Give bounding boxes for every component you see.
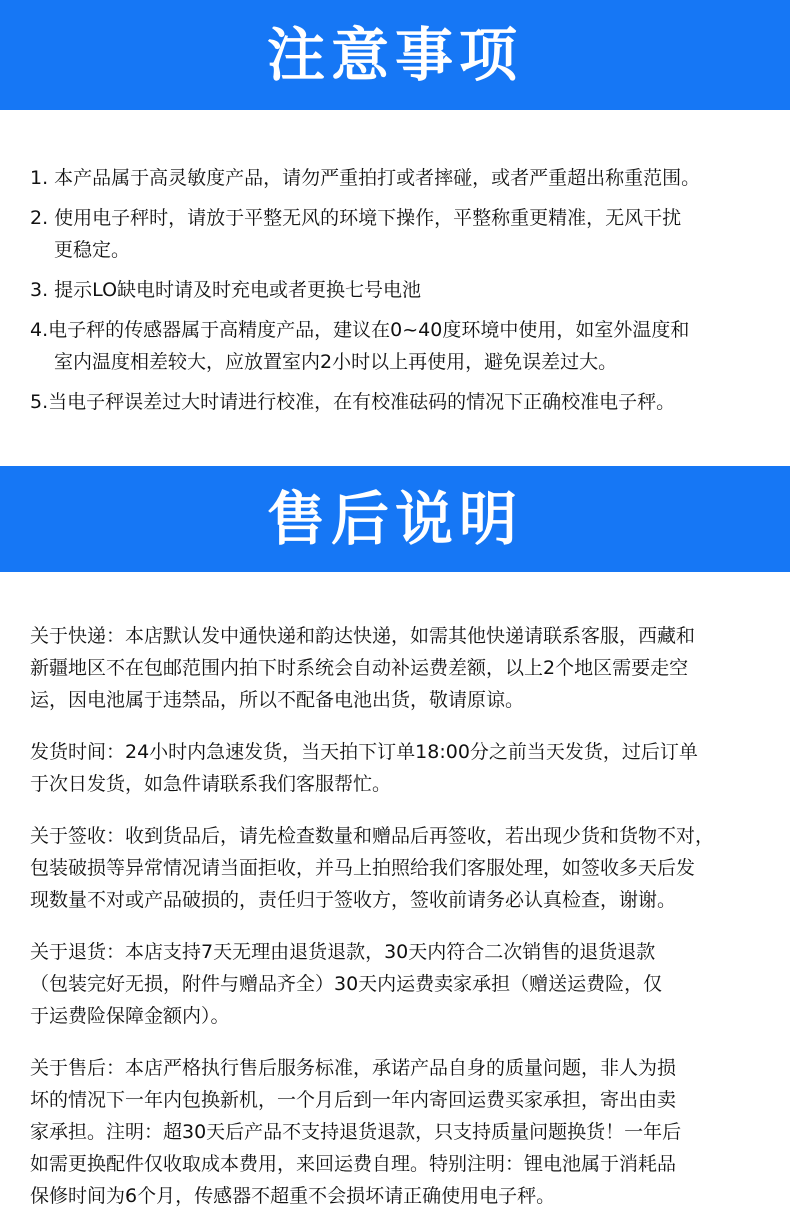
note-line: 室内温度相差较大，应放置室内2小时以上再使用，避免误差过大。 — [54, 351, 618, 373]
note-line: 2. 使用电子秤时，请放于平整无风的环境下操作，平整称重更精准，无风干扰 — [30, 207, 682, 229]
after-sales-list — [30, 620, 790, 1232]
para-line: 运，因电池属于违禁品，所以不配备电池出货，敬请原谅。 — [30, 689, 525, 711]
note-item — [30, 386, 780, 418]
note-item — [30, 314, 780, 378]
para-line: 于运费险保障金额内）。 — [30, 1005, 230, 1027]
note-line: 4.电子秤的传感器属于高精度产品，建议在0~40度环境中使用，如室外温度和 — [30, 319, 690, 341]
receipt-paragraph — [30, 820, 790, 916]
note-line: 更稳定。 — [54, 239, 131, 261]
after-sales-title: 售后说明 — [266, 485, 523, 553]
para-line: （包装完好无损，附件与赠品齐全）30天内运费卖家承担（赠送运费险，仅 — [30, 973, 663, 995]
para-line: 包装破损等异常情况请当面拒收，并马上拍照给我们客服处理，如签收多天后发 — [30, 857, 696, 879]
note-item — [30, 202, 780, 266]
after-sales-banner — [0, 466, 790, 572]
notes-banner — [0, 0, 790, 110]
para-line: 保修时间为6个月，传感器不超重不会损坏请正确使用电子秤。 — [30, 1185, 556, 1207]
note-line: 1. 本产品属于高灵敏度产品，请勿严重拍打或者摔碰，或者严重超出称重范围。 — [30, 167, 701, 189]
note-line: 5.当电子秤误差过大时请进行校准，在有校准砝码的情况下正确校准电子秤。 — [30, 391, 676, 413]
notes-list — [30, 162, 780, 426]
para-line: 关于快递：本店默认发中通快递和韵达快递，如需其他快递请联系客服，西藏和 — [30, 625, 696, 647]
note-item — [30, 162, 780, 194]
para-line: 如需更换配件仅收取成本费用，来回运费自理。特别注明：锂电池属于消耗品 — [30, 1153, 677, 1175]
note-item — [30, 274, 780, 306]
note-line: 3. 提示LO缺电时请及时充电或者更换七号电池 — [30, 279, 422, 301]
returns-paragraph — [30, 936, 790, 1032]
para-line: 新疆地区不在包邮范围内拍下时系统会自动补运费差额，以上2个地区需要走空 — [30, 657, 689, 679]
after-sales-paragraph — [30, 1052, 790, 1212]
notes-title: 注意事项 — [266, 21, 523, 89]
para-line: 现数量不对或产品破损的，责任归于签收方，签收前请务必认真检查，谢谢。 — [30, 889, 677, 911]
para-line: 发货时间：24小时内急速发货，当天拍下订单18:00分之前当天发货，过后订单 — [30, 741, 698, 763]
para-line: 关于退货：本店支持7天无理由退货退款，30天内符合二次销售的退货退款 — [30, 941, 656, 963]
para-line: 于次日发货，如急件请联系我们客服帮忙。 — [30, 773, 392, 795]
para-line: 家承担。注明：超30天后产品不支持退货退款，只支持质量问题换货！一年后 — [30, 1121, 682, 1143]
dispatch-time-paragraph — [30, 736, 790, 800]
para-line: 关于售后：本店严格执行售后服务标准，承诺产品自身的质量问题，非人为损 — [30, 1057, 677, 1079]
para-line: 坏的情况下一年内包换新机，一个月后到一年内寄回运费买家承担，寄出由卖 — [30, 1089, 677, 1111]
shipping-paragraph — [30, 620, 790, 716]
para-line: 关于签收：收到货品后，请先检查数量和赠品后再签收，若出现少货和货物不对， — [30, 825, 715, 847]
